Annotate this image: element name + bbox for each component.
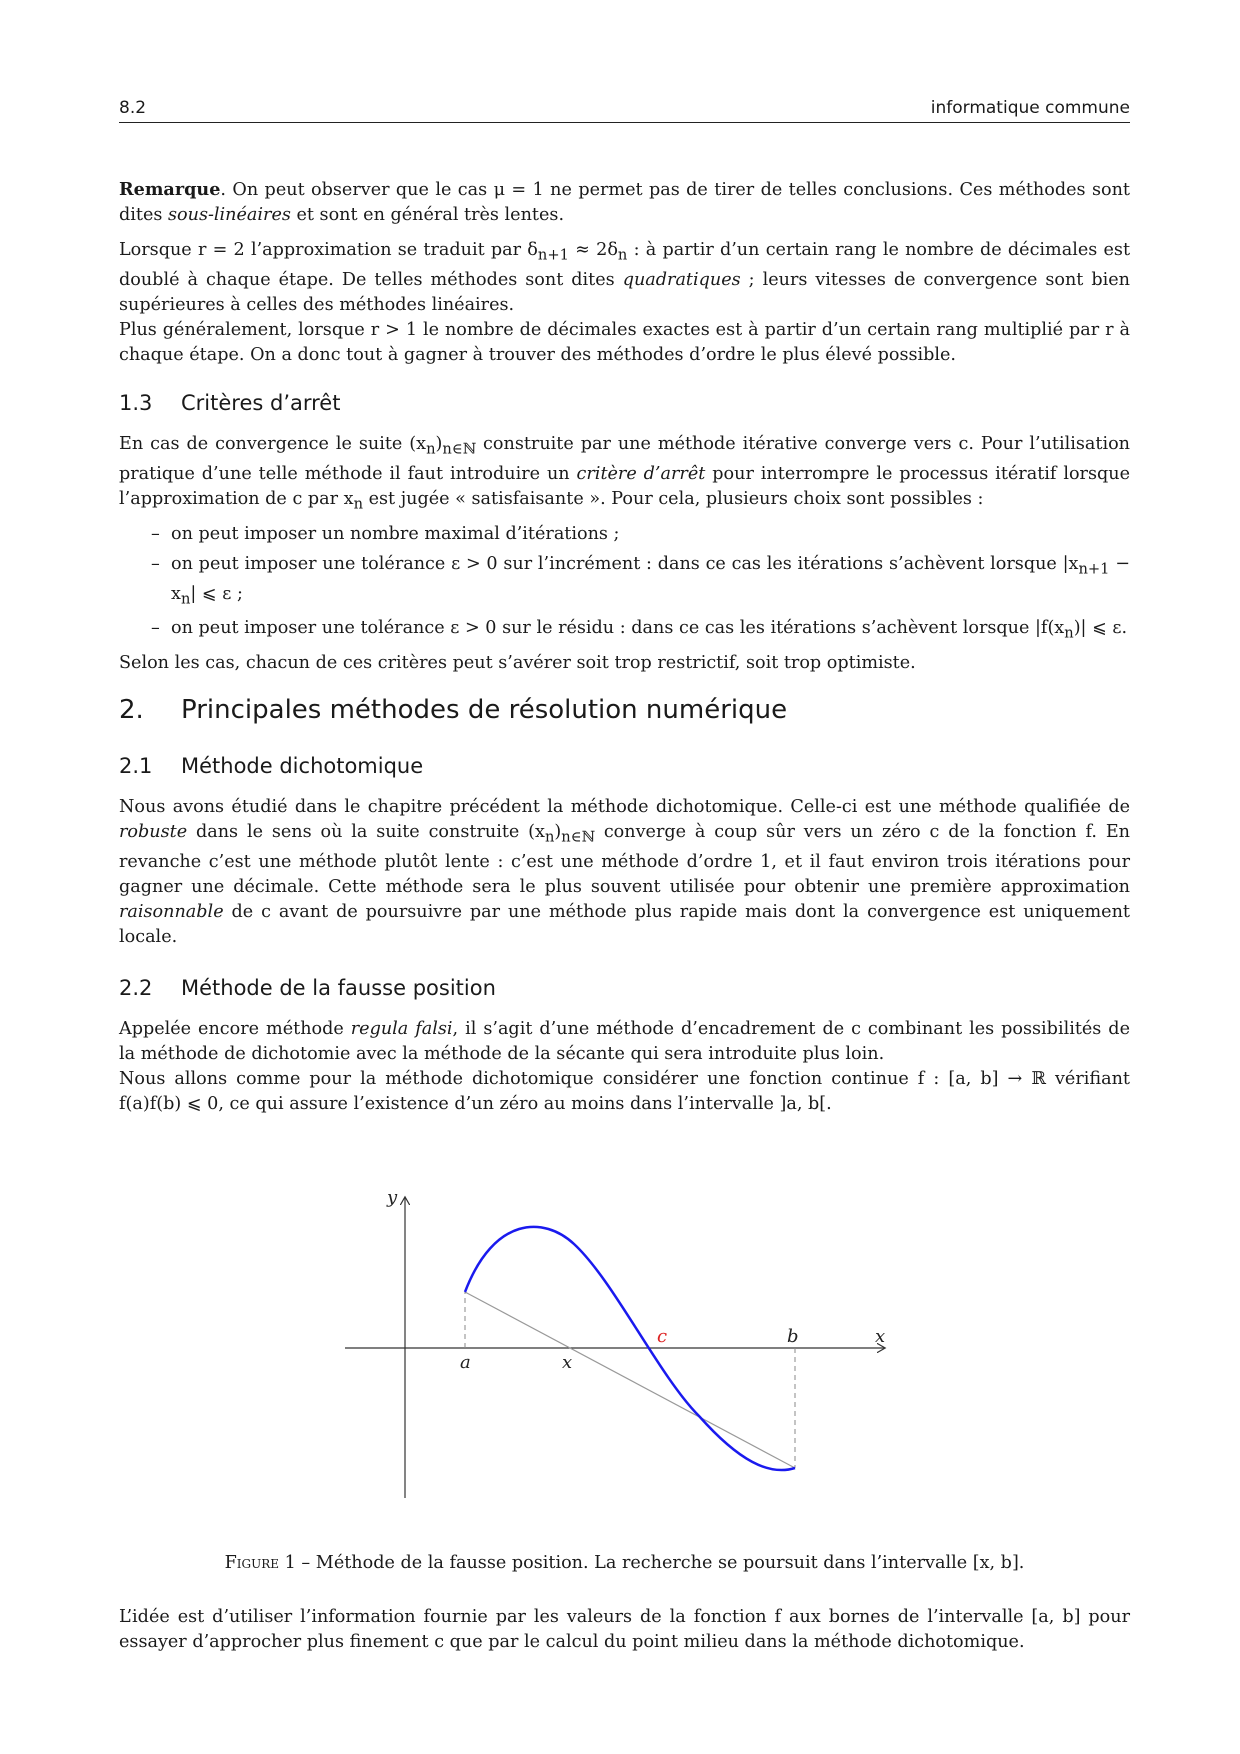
- running-title: informatique commune: [930, 98, 1130, 118]
- section-2-2-second: Nous allons comme pour la méthode dichotomique considérer une fonction continue f : [a, b] → ℝ vérifiant f(a)f(b) ⩽ 0, ce qui assure l’existence d’un zéro au moins dans l’intervalle ]a, b[.: [119, 1069, 1130, 1114]
- criteria-list: [119, 522, 1130, 646]
- remark-text: . On peut observer que le cas μ = 1 ne permet pas de tirer de telles conclusions. Ces méthodes sont dites: [119, 180, 1130, 225]
- figure-false-position: [119, 1176, 1130, 1516]
- quadratic-paragraph: [119, 238, 1130, 368]
- remark-label: Remarque: [119, 179, 221, 200]
- caption-prefix: Figure 1: [224, 1553, 296, 1573]
- section-2-2-heading: 2.2 Méthode de la fausse position: [119, 976, 496, 1000]
- list-item: – on peut imposer une tolérance ε > 0 sur le résidu : dans ce cas les itérations s’achèvent lorsque $|f(x_n)|$ ⩽ ε.: [119, 616, 1130, 646]
- general-paragraph: Plus généralement, lorsque r > 1 le nombre de décimales exactes est à partir d’un certain rang multiplié par r à chaque étape. On a donc tout à gagner à trouver des méthodes d’ordre le plus élevé possible.: [119, 319, 1130, 365]
- quadratic-text-c: : à partir d’un certain rang le nombre de décimales est doublé à chaque étape. De telles méthodes sont dites: [119, 240, 1131, 290]
- quadratic-text-b: ≈ 2δ: [568, 240, 618, 260]
- section-1-3-heading: [119, 391, 340, 415]
- remark-italic: sous-linéaires: [168, 205, 291, 225]
- quadratic-sub2: n: [617, 246, 628, 264]
- closing-text: L’idée est d’utiliser l’information fournie par les valeurs de la fonction f aux bornes de l’intervalle [a, b] pour essayer d’approcher plus finement c que par le calcul du point milieu dans la méthode dichotomique.: [119, 1607, 1130, 1652]
- label-x: x: [562, 1352, 573, 1373]
- label-c: c: [657, 1326, 668, 1347]
- label-y: y: [387, 1187, 398, 1208]
- section-2-heading: 2. Principales méthodes de résolution numérique: [119, 695, 788, 725]
- list-item: – on peut imposer une tolérance ε > 0 sur l’incrément : dans ce cas les itérations s’achèvent lorsque $|x_{n+1} - x_n|$ ⩽ ε ;: [119, 552, 1130, 611]
- remark-text-end: et sont en général très lentes.: [290, 205, 565, 225]
- caption-text: – Méthode de la fausse position. La recherche se poursuit dans l’intervalle [x, b].: [295, 1553, 1025, 1573]
- section-title: Critères d’arrêt: [181, 391, 341, 415]
- label-a: a: [460, 1352, 471, 1373]
- quadratic-sub1: n+1: [537, 246, 569, 264]
- list-item: – on peut imposer un nombre maximal d’itérations ;: [119, 522, 1130, 547]
- false-position-diagram: [119, 1176, 1130, 1516]
- section-1-3-body: [119, 432, 1130, 676]
- section-2-2-body: Appelée encore méthode regula falsi, il s’agit d’une méthode d’encadrement de c combinant les possibilités de la méthode de dichotomie avec la méthode de la sécante qui sera introduite plus loin. Nous allons comme pour la méthode dichotomique considérer une fonction continue f : [a, b] → ℝ vérifiant f(a)f(b) ⩽ 0, ce qui assure l’existence d’un zéro au moins dans l’intervalle ]a, b[.: [119, 1017, 1130, 1117]
- stopping-conclusion: Selon les cas, chacun de ces critères peut s’avérer soit trop restrictif, soit trop optimiste.: [119, 652, 916, 673]
- quadratic-italic: quadratiques: [622, 269, 741, 290]
- section-2-1-body: Nous avons étudié dans le chapitre précédent la méthode dichotomique. Celle-ci est une méthode qualifiée de robuste dans le sens où la suite construite $(x_n)_{n\in ℕ}$ converge à coup sûr vers un zéro c de la fonction f. En revanche c’est une méthode plutôt lente : c’est une méthode d’ordre 1, et il faut environ trois itérations pour gagner une décimale. Cette méthode sera le plus souvent utilisée pour obtenir une première approximation raisonnable de c avant de poursuivre par une méthode plus rapide mais dont la convergence est uniquement locale.: [119, 797, 1130, 947]
- quadratic-text-d: ; leurs vitesses de convergence sont bien supérieures à celles des méthodes linéaires.: [119, 269, 1130, 315]
- stopping-intro: En cas de convergence le suite $(x_n)_{n\in ℕ}$ construite par une méthode itérative converge vers c. Pour l’utilisation pratique d’une telle méthode il faut introduire un critère d’arrêt pour interrompre le processus itératif lorsque l’approximation de c par $x_n$ est jugée « satisfaisante ». Pour cela, plusieurs choix sont possibles :: [119, 434, 1130, 513]
- figure-caption: [119, 1553, 1130, 1573]
- running-head: [119, 96, 1130, 123]
- label-x-axis: x: [875, 1326, 886, 1347]
- section-2-1-heading: 2.1 Méthode dichotomique: [119, 754, 424, 778]
- section-number: 1.3: [119, 391, 153, 415]
- quadratic-text-a: Lorsque r = 2 l’approximation se traduit par δ: [119, 240, 538, 260]
- remark-paragraph: [119, 177, 1130, 228]
- closing-paragraph: [119, 1605, 1130, 1655]
- label-b: b: [787, 1326, 799, 1347]
- page-number: 8.2: [119, 98, 147, 118]
